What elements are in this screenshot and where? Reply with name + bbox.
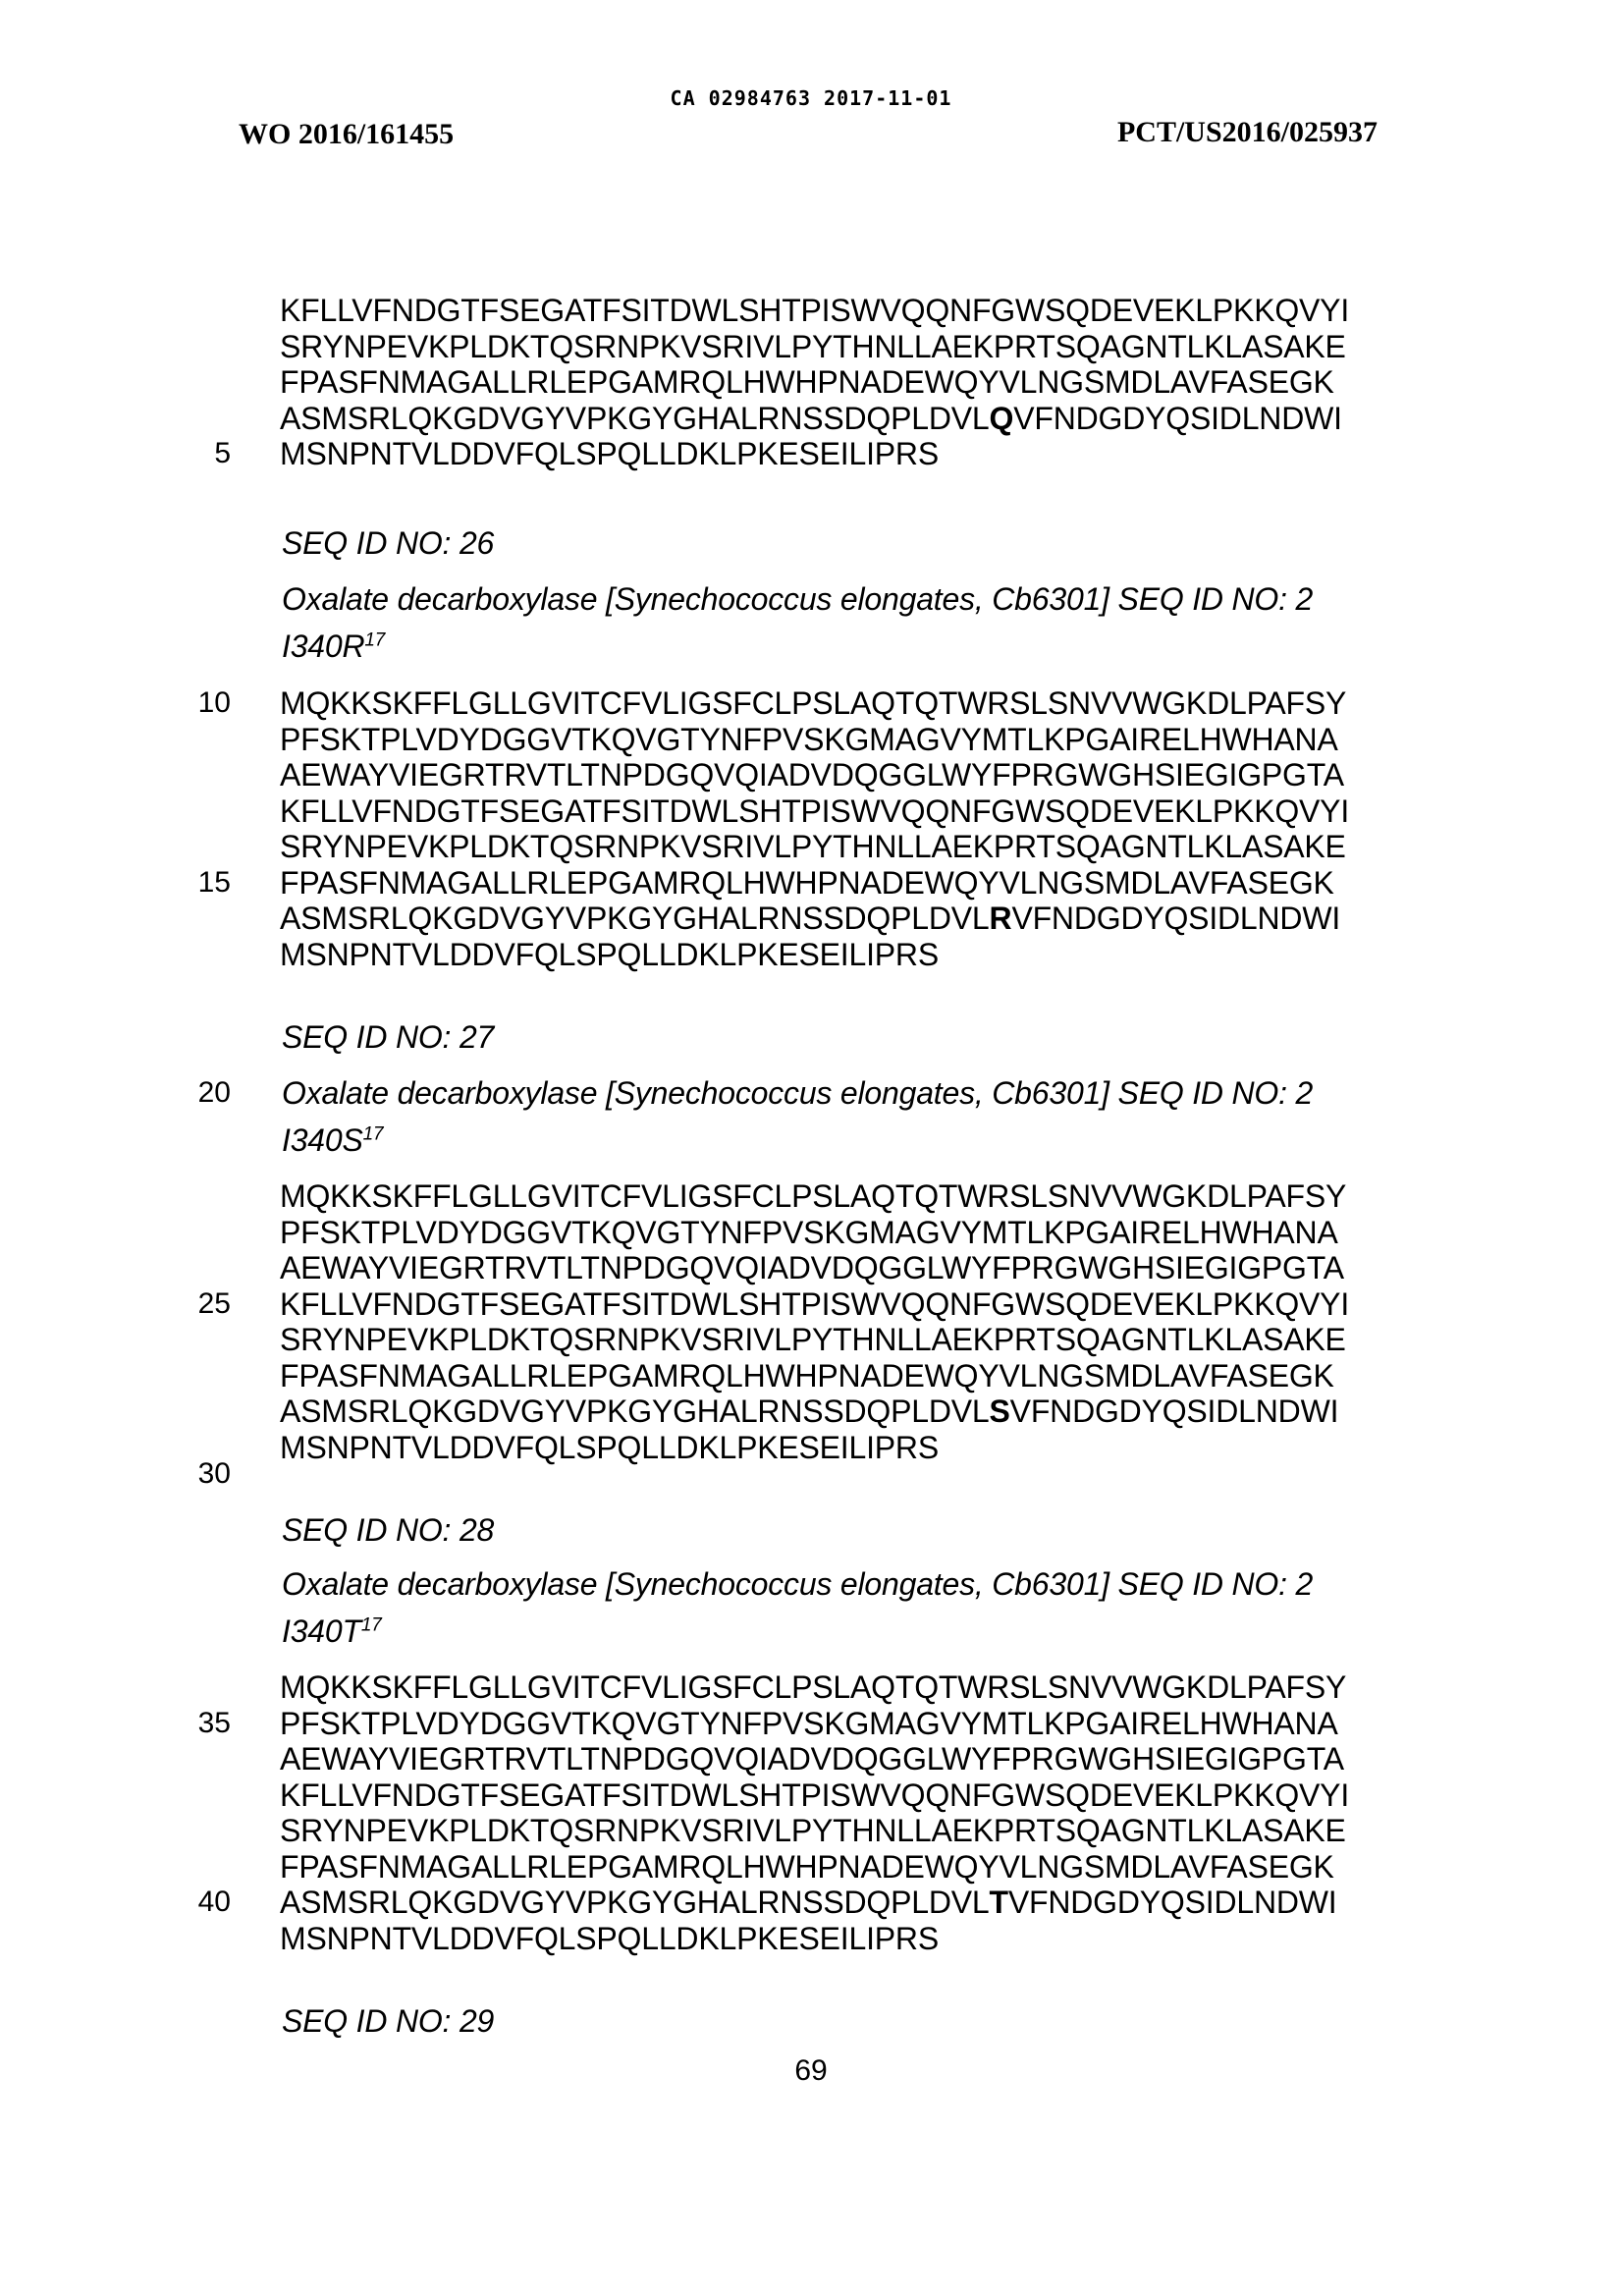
sequence-line: MSNPNTVLDDVFQLSPQLLDKLPKESEILIPRS xyxy=(280,1920,939,1956)
margin-line-number-40: 40 xyxy=(197,1886,231,1918)
sequence-segment: VFNDGDYQSIDLNDWI xyxy=(1013,400,1342,436)
sequence-segment: ASMSRLQKGDVGYVPKGYGHALRNSSDQPLDVL xyxy=(280,901,990,936)
margin-line-number-15: 15 xyxy=(197,865,231,899)
sequence-line: SRYNPEVKPLDKTQSRNPKVSRIVLPYTHNLLAEKPRTSQAGNTLKLASAKE xyxy=(280,1322,1346,1357)
margin-line-number-30: 30 xyxy=(197,1457,231,1490)
seq-variant-28 xyxy=(282,1613,382,1650)
sequence-line: MQKKSKFFLGLLGVITCFVLIGSFCLPSLAQTQTWRSLSNVVWGKDLPAFSY xyxy=(280,685,1347,721)
variant-label: I340T xyxy=(282,1613,361,1649)
sequence-block-26 xyxy=(280,685,1438,972)
sequence-line: AEWAYVIEGRTRVTLTNPDGQVQIADVDQGGLWYFPRGWGHSIEGIGPGTA xyxy=(280,757,1344,793)
sequence-line: MSNPNTVLDDVFQLSPQLLDKLPKESEILIPRS xyxy=(280,1429,939,1465)
sequence-segment: VFNDGDYQSIDLNDWI xyxy=(1009,1394,1339,1429)
sequence-line: SRYNPEVKPLDKTQSRNPKVSRIVLPYTHNLLAEKPRTSQAGNTLKLASAKE xyxy=(280,1813,1346,1848)
variant-label: I340S xyxy=(282,1122,363,1158)
sequence-line: FPASFNMAGALLRLEPGAMRQLHWHPNADEWQYVLNGSMDLAVFASEGK xyxy=(280,1357,1334,1394)
sequence-line: MSNPNTVLDDVFQLSPQLLDKLPKESEILIPRS xyxy=(280,936,939,972)
sequence-segment: ASMSRLQKGDVGYVPKGYGHALRNSSDQPLDVL xyxy=(280,1885,990,1920)
sequence-line: AEWAYVIEGRTRVTLTNPDGQVQIADVDQGGLWYFPRGWGHSIEGIGPGTA xyxy=(280,1741,1344,1777)
variant-superscript: 17 xyxy=(364,629,386,651)
sequence-line: FPASFNMAGALLRLEPGAMRQLHWHPNADEWQYVLNGSMDLAVFASEGK xyxy=(280,864,1334,901)
variant-label: I340R xyxy=(282,629,365,664)
margin-line-number-25: 25 xyxy=(197,1286,231,1320)
variant-superscript: 17 xyxy=(362,1123,384,1145)
sequence-line: SRYNPEVKPLDKTQSRNPKVSRIVLPYTHNLLAEKPRTSQAGNTLKLASAKE xyxy=(280,328,1346,364)
sequence-line: KFLLVFNDGTFSEGATFSITDWLSHTPISWVQQNFGWSQDEVEKLPKKQVYI xyxy=(280,293,1350,328)
sequence-line-mutation xyxy=(280,401,1438,437)
ca-filing-stamp: CA 02984763 2017-11-01 xyxy=(670,86,952,110)
sequence-block-27 xyxy=(280,1178,1438,1465)
mutation-residue: S xyxy=(989,1394,1010,1429)
sequence-line-mutation xyxy=(280,901,1438,937)
sequence-block-28 xyxy=(280,1669,1438,1956)
publication-number: WO 2016/161455 xyxy=(239,118,455,150)
mutation-residue: T xyxy=(989,1885,1008,1920)
sequence-line: PFSKTPLVDYDGGVTKQVGTYNFPVSKGMAGVYMTLKPGAIRELHWHANA xyxy=(280,1214,1338,1250)
margin-line-number-10: 10 xyxy=(197,686,231,719)
sequence-line: FPASFNMAGALLRLEPGAMRQLHWHPNADEWQYVLNGSMDLAVFASEGK xyxy=(280,1848,1334,1885)
margin-line-number-20: 20 xyxy=(197,1076,231,1109)
sequence-segment: VFNDGDYQSIDLNDWI xyxy=(1007,1885,1337,1920)
sequence-segment: VFNDGDYQSIDLNDWI xyxy=(1011,901,1341,936)
sequence-line: PFSKTPLVDYDGGVTKQVGTYNFPVSKGMAGVYMTLKPGAIRELHWHANA xyxy=(280,721,1338,757)
sequence-line: KFLLVFNDGTFSEGATFSITDWLSHTPISWVQQNFGWSQDEVEKLPKKQVYI xyxy=(280,1285,1350,1322)
sequence-block-continued xyxy=(280,293,1438,472)
sequence-line: MQKKSKFFLGLLGVITCFVLIGSFCLPSLAQTQTWRSLSNVVWGKDLPAFSY xyxy=(280,1669,1347,1705)
seq-description-26: Oxalate decarboxylase [Synechococcus elongates, Cb6301] SEQ ID NO: 2 xyxy=(282,581,1314,617)
sequence-line: KFLLVFNDGTFSEGATFSITDWLSHTPISWVQQNFGWSQDEVEKLPKKQVYI xyxy=(280,793,1350,829)
seq-id-heading-26: SEQ ID NO: 26 xyxy=(282,525,495,561)
sequence-segment: ASMSRLQKGDVGYVPKGYGHALRNSSDQPLDVL xyxy=(280,1394,990,1429)
mutation-residue: Q xyxy=(989,400,1014,436)
application-number: PCT/US2016/025937 xyxy=(1116,116,1378,148)
margin-line-number-35: 35 xyxy=(197,1706,231,1739)
seq-id-heading-27: SEQ ID NO: 27 xyxy=(282,1019,495,1055)
seq-id-heading-28: SEQ ID NO: 28 xyxy=(282,1512,495,1548)
variant-superscript: 17 xyxy=(360,1614,382,1636)
seq-id-heading-29: SEQ ID NO: 29 xyxy=(282,2003,495,2039)
seq-variant-26 xyxy=(282,629,385,665)
seq-description-27: Oxalate decarboxylase [Synechococcus elongates, Cb6301] SEQ ID NO: 2 xyxy=(282,1075,1314,1111)
sequence-line: SRYNPEVKPLDKTQSRNPKVSRIVLPYTHNLLAEKPRTSQAGNTLKLASAKE xyxy=(280,829,1346,864)
mutation-residue: R xyxy=(989,901,1012,936)
sequence-line: FPASFNMAGALLRLEPGAMRQLHWHPNADEWQYVLNGSMDLAVFASEGK xyxy=(280,364,1334,400)
page-number: 69 xyxy=(794,2054,828,2087)
sequence-line: MQKKSKFFLGLLGVITCFVLIGSFCLPSLAQTQTWRSLSNVVWGKDLPAFSY xyxy=(280,1178,1347,1214)
sequence-segment: ASMSRLQKGDVGYVPKGYGHALRNSSDQPLDVL xyxy=(280,400,990,436)
sequence-line: KFLLVFNDGTFSEGATFSITDWLSHTPISWVQQNFGWSQDEVEKLPKKQVYI xyxy=(280,1777,1350,1813)
margin-line-number-5: 5 xyxy=(214,437,231,469)
sequence-line-mutation xyxy=(280,1394,1438,1430)
seq-variant-27 xyxy=(282,1122,383,1159)
sequence-line: MSNPNTVLDDVFQLSPQLLDKLPKESEILIPRS xyxy=(280,436,939,471)
sequence-line: PFSKTPLVDYDGGVTKQVGTYNFPVSKGMAGVYMTLKPGAIRELHWHANA xyxy=(280,1705,1338,1741)
sequence-line: AEWAYVIEGRTRVTLTNPDGQVQIADVDQGGLWYFPRGWGHSIEGIGPGTA xyxy=(280,1250,1344,1285)
sequence-line-mutation xyxy=(280,1885,1438,1921)
seq-description-28: Oxalate decarboxylase [Synechococcus elongates, Cb6301] SEQ ID NO: 2 xyxy=(282,1566,1314,1602)
